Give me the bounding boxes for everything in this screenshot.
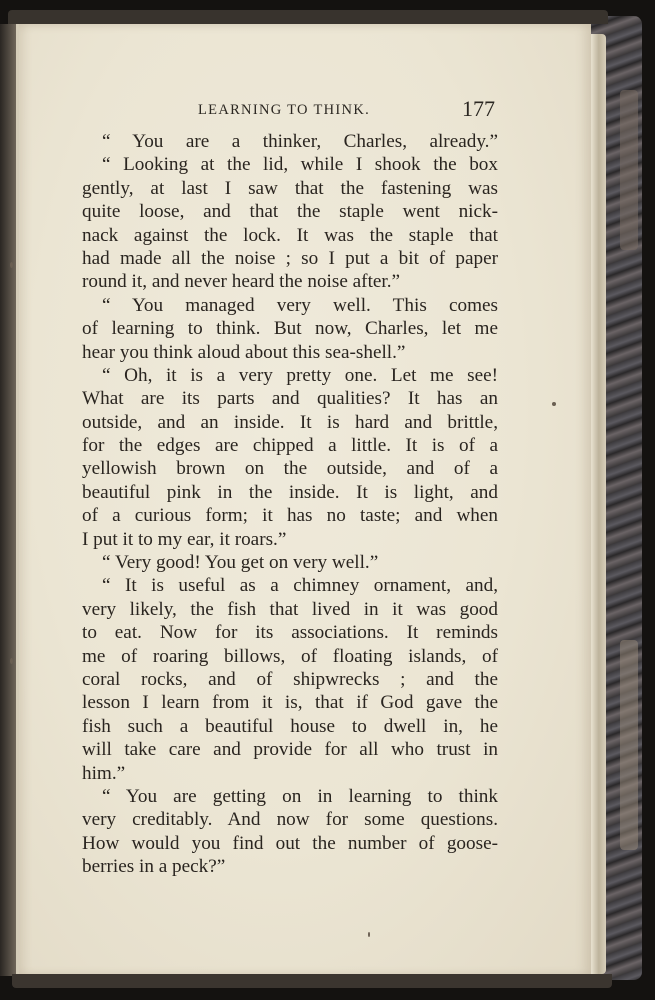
- running-head: LEARNING TO THINK.: [198, 102, 371, 118]
- page-number: 177: [462, 96, 495, 121]
- text-line: I put it to my ear, it roars.”: [82, 528, 287, 550]
- book-bottom-edge: [12, 974, 612, 988]
- text-line: had made all the noise ; so I put a bit of paper: [82, 247, 498, 269]
- text-line: me of roaring billows, of floating islands, of: [82, 645, 498, 667]
- body-text: [82, 130, 498, 879]
- text-line: will take care and provide for all who trust in: [82, 739, 498, 761]
- text-line: quite loose, and that the staple went nick-: [82, 201, 498, 223]
- text-line: “ Looking at the lid, while I shook the box: [102, 154, 498, 176]
- text-line: What are its parts and qualities? It has an: [82, 388, 498, 410]
- text-line: to eat. Now for its associations. It reminds: [82, 622, 498, 644]
- text-line: very creditably. And now for some questions.: [82, 809, 498, 831]
- text-line: yellowish brown on the outside, and of a: [82, 458, 498, 480]
- text-line: for the edges are chipped a little. It is of a: [82, 435, 498, 457]
- text-line: coral rocks, and of shipwrecks ; and the: [82, 668, 498, 690]
- text-line: outside, and an inside. It is hard and brittle,: [82, 411, 498, 433]
- book-top-edge: [8, 10, 608, 24]
- cover-wear-mark: [620, 640, 638, 850]
- paper-speck: [552, 402, 556, 406]
- text-line: round it, and never heard the noise after.”: [82, 271, 401, 293]
- text-line: “ Very good! You get on very well.”: [102, 552, 379, 574]
- text-line: “ You are getting on in learning to think: [102, 785, 498, 807]
- text-line: him.”: [82, 762, 126, 784]
- text-line: of learning to think. But now, Charles, let me: [82, 318, 498, 340]
- text-line: very likely, the fish that lived in it was good: [82, 598, 498, 620]
- page-header: [0, 96, 655, 126]
- text-line: “ Oh, it is a very pretty one. Let me see!: [102, 364, 498, 386]
- text-line: How would you find out the number of goose-: [82, 832, 498, 854]
- text-line: “ You are a thinker, Charles, already.”: [102, 131, 498, 152]
- text-line: of a curious form; it has no taste; and when: [82, 505, 498, 527]
- binding-gutter: [0, 24, 16, 976]
- paper-speck: [10, 658, 13, 664]
- text-line: “ It is useful as a chimney ornament, and,: [102, 575, 498, 597]
- text-line: nack against the lock. It was the staple that: [82, 224, 498, 246]
- text-line: gently, at last I saw that the fastening was: [82, 177, 498, 199]
- text-line: “ You managed very well. This comes: [102, 294, 498, 316]
- text-line: beautiful pink in the inside. It is light, and: [82, 481, 498, 503]
- text-line: berries in a peck?”: [82, 856, 226, 878]
- paper-speck: [368, 932, 370, 937]
- text-line: fish such a beautiful house to dwell in, he: [82, 715, 498, 737]
- text-line: lesson I learn from it is, that if God gave the: [82, 692, 498, 714]
- paper-speck: [10, 262, 13, 268]
- text-line: hear you think aloud about this sea-shell.”: [82, 341, 406, 363]
